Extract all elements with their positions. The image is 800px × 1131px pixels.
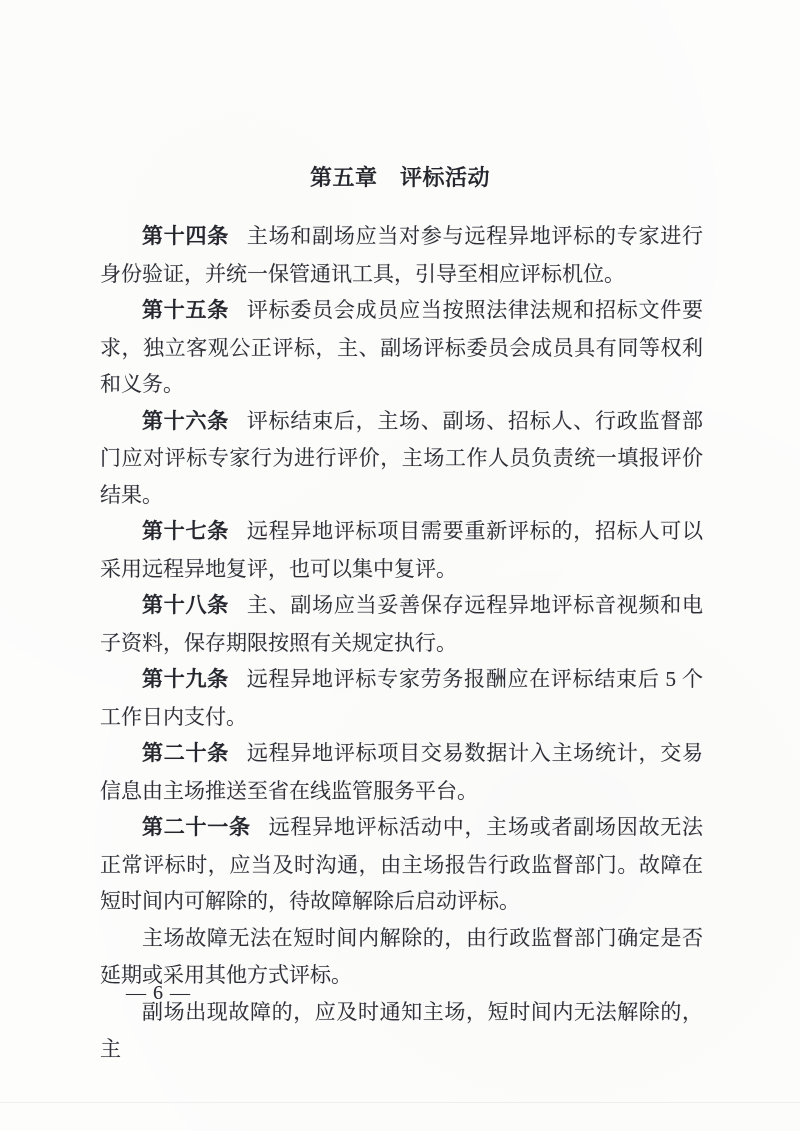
paragraph-text: 评标结束后，主场、副场、招标人、行政监督部门应对评标专家行为进行评价，主场工作人员负责统一填报评价结果。 xyxy=(100,408,704,507)
paragraph-article-21 xyxy=(100,809,703,920)
paragraph-text: 远程异地评标活动中，主场或者副场因故无法正常评标时，应当及时沟通，由主场报告行政监督部门。故障在短时间内可解除的，待故障解除后启动评标。 xyxy=(100,815,704,913)
paragraph-text: 主、副场应当妥善保存远程异地评标音视频和电子资料，保存期限按照有关规定执行。 xyxy=(100,593,704,655)
paragraph-text: 主场故障无法在短时间内解除的，由行政监督部门确定是否延期或采用其他方式评标。 xyxy=(100,925,703,987)
chapter-title: 第五章 评标活动 xyxy=(309,165,490,190)
paragraph-article-17 xyxy=(100,513,703,587)
paragraph-article-14 xyxy=(100,218,703,292)
article-number: 第十八条 xyxy=(142,594,230,617)
article-number: 第十六条 xyxy=(142,409,230,433)
paragraph-article-15 xyxy=(100,292,703,403)
paragraph-article-18 xyxy=(100,587,703,661)
paragraph-text: 远程异地评标项目需要重新评标的，招标人可以采用远程异地复评，也可以集中复评。 xyxy=(100,519,704,581)
paragraph-text: 评标委员会成员应当按照法律法规和招标文件要求，独立客观公正评标，主、副场评标委员会成员具有同等权利和义务。 xyxy=(100,298,704,396)
document-body xyxy=(100,218,703,1068)
paragraph-article-19 xyxy=(100,661,703,735)
scan-edge-line xyxy=(0,1102,800,1103)
paragraph-article-16 xyxy=(100,403,703,514)
article-number: 第十四条 xyxy=(142,225,230,248)
article-number: 第二十条 xyxy=(142,742,230,765)
article-number: 第十五条 xyxy=(142,299,230,322)
article-number: 第二十一条 xyxy=(142,816,251,839)
article-number: 第十七条 xyxy=(142,520,230,543)
paragraph-article-20 xyxy=(100,735,703,809)
paragraph-text: 副场出现故障的，应及时通知主场，短时间内无法解除的，主 xyxy=(100,999,703,1061)
paragraph-text: 远程异地评标专家劳务报酬应在评标结束后 5 个工作日内支付。 xyxy=(100,667,703,729)
paragraph-text: 主场和副场应当对参与远程异地评标的专家进行身份验证，并统一保管通讯工具，引导至相应评标机位。 xyxy=(100,224,704,286)
page-number: — 6 — xyxy=(126,982,191,1004)
paragraph-text: 远程异地评标项目交易数据计入主场统计，交易信息由主场推送至省在线监管服务平台。 xyxy=(100,741,704,803)
article-number: 第十九条 xyxy=(142,668,229,691)
